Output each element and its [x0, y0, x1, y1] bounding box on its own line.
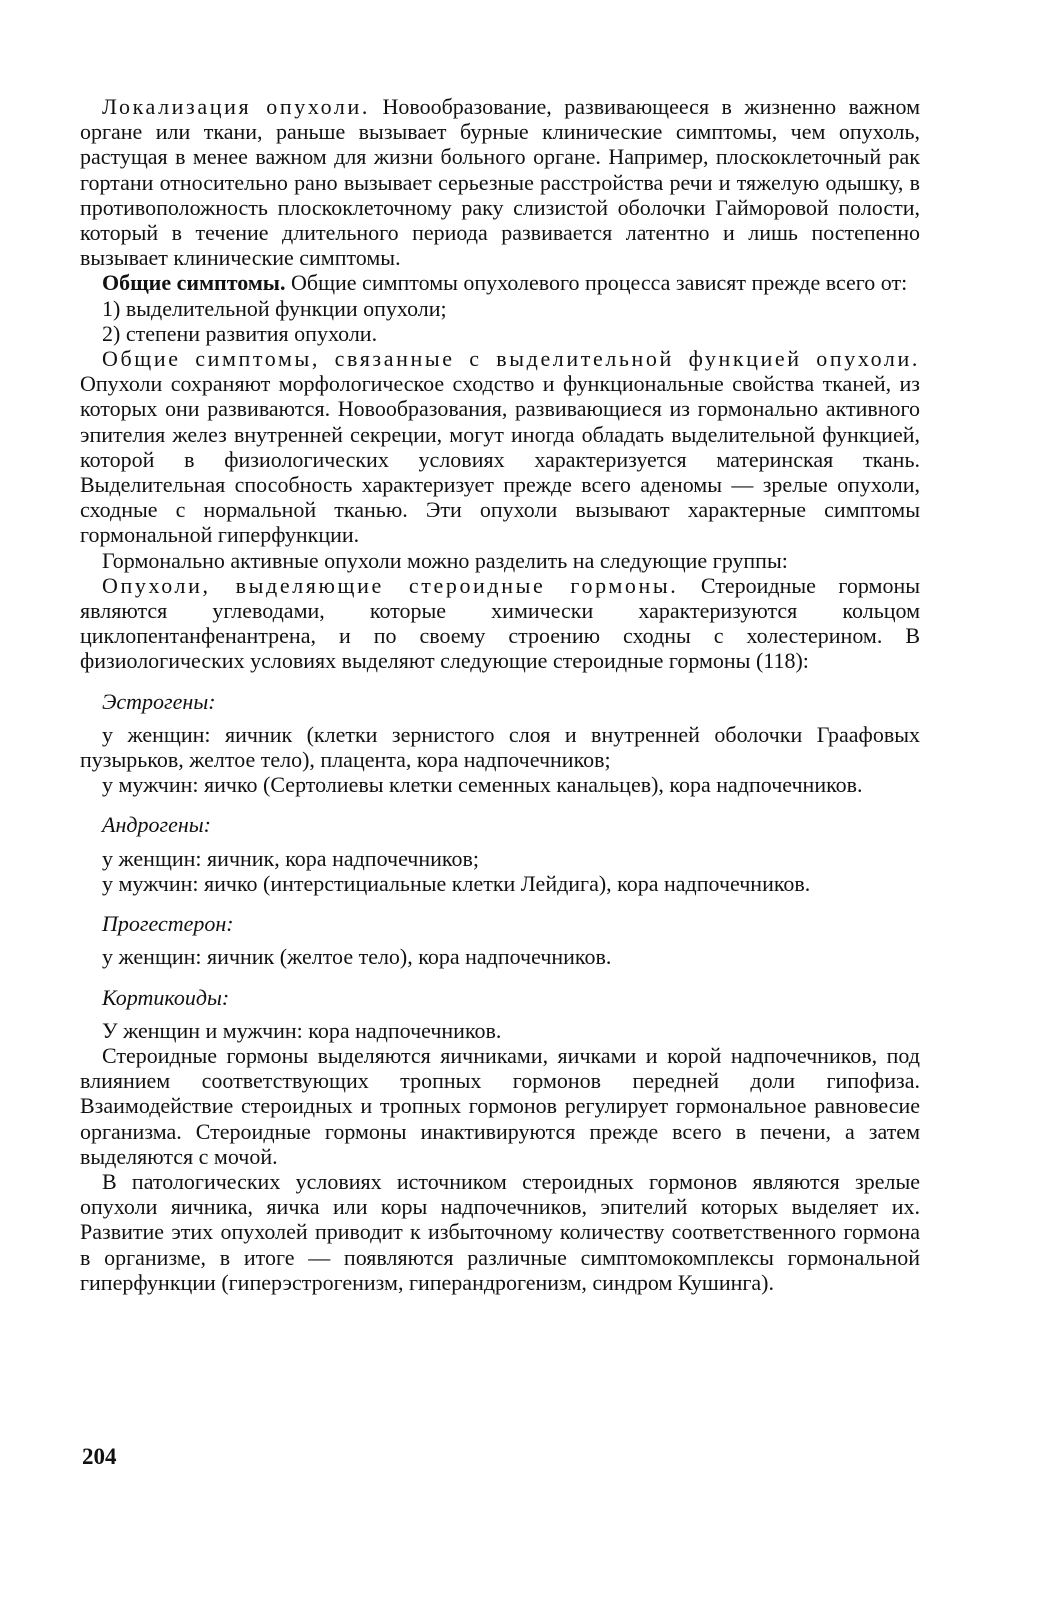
- source-line: У женщин и мужчин: кора надпочечников.: [102, 1017, 502, 1043]
- paragraph-steroid-secretion: Стероидные гормоны выделяются яичниками, яичками и корой надпочечников, под влиянием соответствующих тропных гормонов передней доли гипофиза. Взаимодействие стероидных и тропных гормонов регулирует гормональное равновесие организма. Стероидные гормоны инактивируются прежде всего в печени, а затем выделяются с мочой.: [80, 1042, 920, 1169]
- run-in-heading: Общие симптомы.: [102, 270, 286, 296]
- paragraph-secretory-symptoms: [80, 346, 920, 548]
- paragraph-text: Новообразование, развивающееся в жизненно важном органе или ткани, раньше вызывает бурные клинические симптомы, чем опухоль, растущая в менее важном для жизни больного органе. Например, плоскоклеточный рак гортани относительно рано вызывает серьезные расстройства речи и тяжелую одышку, в противоположность плоскоклеточному раку слизистой оболочки Гайморовой полости, который в течение длительного периода развивается латентно и лишь постепенно вызывает клинические симптомы.: [80, 94, 920, 271]
- source-line: у мужчин: яичко (интерстициальные клетки Лейдига), кора надпочечников.: [102, 870, 811, 896]
- page-number: 204: [82, 1444, 117, 1469]
- list-item: 1) выделительной функции опухоли;: [102, 295, 447, 321]
- source-line: у женщин: яичник (желтое тело), кора надпочечников.: [102, 944, 612, 970]
- paragraph-text: Общие симптомы опухолевого процесса зависят прежде всего от:: [285, 270, 908, 296]
- paragraph-text: Опухоли сохраняют морфологическое сходство и функциональные свойства тканей, из которых они развиваются. Новообразования, развивающиеся из гормонально активного эпителия желез внутренней секреции, могут иногда обладать выделительной функцией, которой в физиологических условиях характеризуется материнская ткань. Выделительная способность характеризует прежде всего аденомы — зрелые опухоли, сходные с нормальной тканью. Эти опухоли вызывают характерные симптомы гормональной гиперфункции.: [80, 371, 920, 548]
- run-in-term: Опухоли, выделяющие стероидные гормоны.: [102, 572, 679, 598]
- source-line: у мужчин: яичко (Сертолиевы клетки семенных канальцев), кора надпочечников.: [102, 772, 863, 798]
- paragraph-groups: Гормонально активные опухоли можно разделить на следующие группы:: [102, 547, 788, 573]
- page-body: [80, 94, 920, 1295]
- paragraph-steroid-tumors: [80, 573, 920, 674]
- subheading-androgens: Андрогены:: [102, 812, 211, 838]
- paragraph-general-symptoms: [80, 270, 920, 295]
- subheading-corticoids: Кортикоиды:: [102, 984, 230, 1010]
- paragraph-pathology: В патологических условиях источником стероидных гормонов являются зрелые опухоли яичника, яичка или коры надпочечников, эпителий которых выделяет их. Развитие этих опухолей приводит к избыточному количеству соответственного гормона в организме, в итоге — появляются различные симптомокомплексы гормональной гиперфункции (гиперэстрогенизм, гиперандрогенизм, синдром Кушинга).: [80, 1168, 920, 1295]
- subheading-progesterone: Прогестерон:: [102, 911, 234, 937]
- paragraph-localization: [80, 94, 920, 270]
- run-in-term: Локализация опухоли.: [102, 94, 370, 119]
- subheading-estrogens: Эстрогены:: [102, 688, 216, 714]
- source-line: у женщин: яичник, кора надпочечников;: [102, 845, 479, 871]
- source-line: у женщин: яичник (клетки зернистого слоя и внутренней оболочки Граафовых пузырьков, желтое тело), плацента, кора надпочечников;: [80, 721, 920, 773]
- list-item: 2) степени развития опухоли.: [102, 320, 378, 346]
- run-in-term: Общие симптомы, связанные с выделительной функцией опухоли.: [102, 346, 920, 372]
- paragraph-text: Стероидные гормоны являются углеводами, которые химически характеризуются кольцом циклопентанфенантрена, и по своему строению сходны с холестерином. В физиологических условиях выделяют следующие стероидные гормоны (118):: [80, 572, 921, 674]
